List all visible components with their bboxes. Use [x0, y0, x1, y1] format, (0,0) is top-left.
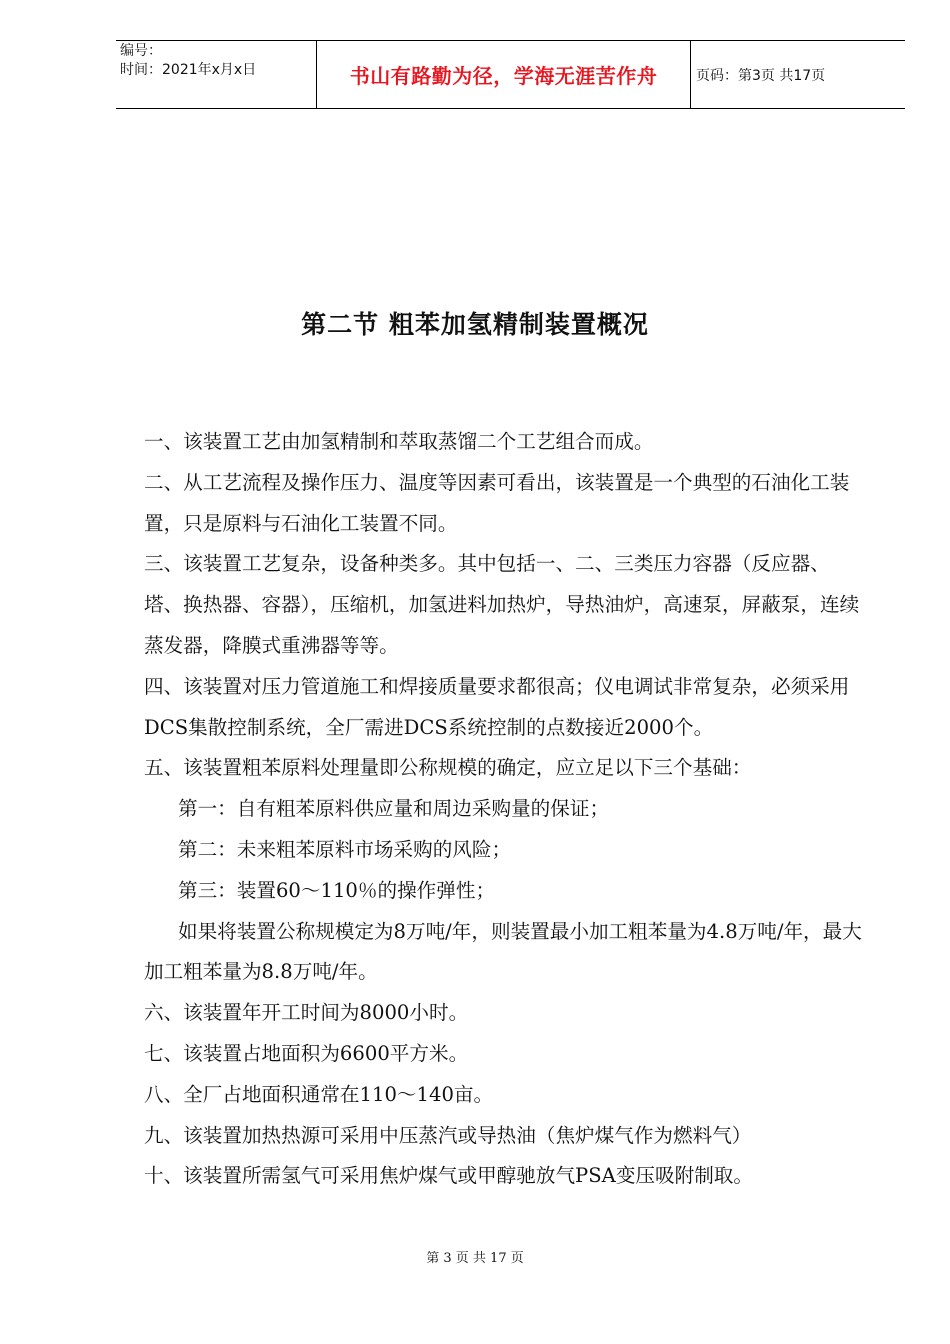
page-header — [116, 40, 905, 109]
paragraph-2: 二、从工艺流程及操作压力、温度等因素可看出，该装置是一个典型的石油化工装置，只是原料与石油化工装置不同。 — [144, 470, 850, 535]
paragraph-10: 十、该装置所需氢气可采用焦炉煤气或甲醇驰放气PSA变压吸附制取。 — [144, 1164, 753, 1188]
paragraph-8: 八、全厂占地面积通常在110～140亩。 — [144, 1082, 494, 1106]
basis-item-3: 第三：装置60～110％的操作弹性； — [178, 878, 496, 902]
header-meta — [116, 41, 316, 108]
paragraph-4: 四、该装置对压力管道施工和焊接质量要求都很高；仪电调试非常复杂，必须采用DCS集散控制系统，全厂需进DCS系统控制的点数接近2000个。 — [144, 674, 850, 739]
paragraph-1: 一、该装置工艺由加氢精制和萃取蒸馏二个工艺组合而成。 — [144, 430, 654, 453]
paragraph-9: 九、该装置加热热源可采用中压蒸汽或导热油（焦炉煤气作为燃料气） — [144, 1123, 752, 1147]
section-body — [144, 422, 862, 1197]
section-title: 第二节 粗苯加氢精制装置概况 — [301, 310, 649, 339]
paragraph-3: 三、该装置工艺复杂，设备种类多。其中包括一、二、三类压力容器（反应器、塔、换热器、容器），压缩机，加氢进料加热炉，导热油炉，高速泵，屏蔽泵，连续蒸发器，降膜式重沸器等等。 — [144, 552, 860, 657]
paragraph-6: 六、该装置年开工时间为8000小时。 — [144, 1001, 469, 1025]
basis-item-2: 第二：未来粗苯原料市场采购的风险； — [178, 837, 512, 861]
header-motto: 书山有路勤为径，学海无涯苦作舟 — [316, 41, 691, 108]
serial-number-label: 编号： — [120, 43, 162, 59]
page-footer: 第 3 页 共 17 页 — [426, 1251, 524, 1266]
time-label: 时间：2021年x月x日 — [120, 62, 257, 78]
paragraph-7: 七、该装置占地面积为6600平方米。 — [144, 1041, 469, 1065]
basis-item-1: 第一：自有粗苯原料供应量和周边采购量的保证； — [178, 797, 610, 821]
scale-note: 如果将装置公称规模定为8万吨/年，则装置最小加工粗苯量为4.8万吨/年，最大加工粗苯量为8.8万吨/年。 — [144, 919, 862, 984]
header-page-info: 页码：第3页 共17页 — [696, 67, 826, 84]
paragraph-5: 五、该装置粗苯原料处理量即公称规模的确定，应立足以下三个基础： — [144, 756, 752, 780]
